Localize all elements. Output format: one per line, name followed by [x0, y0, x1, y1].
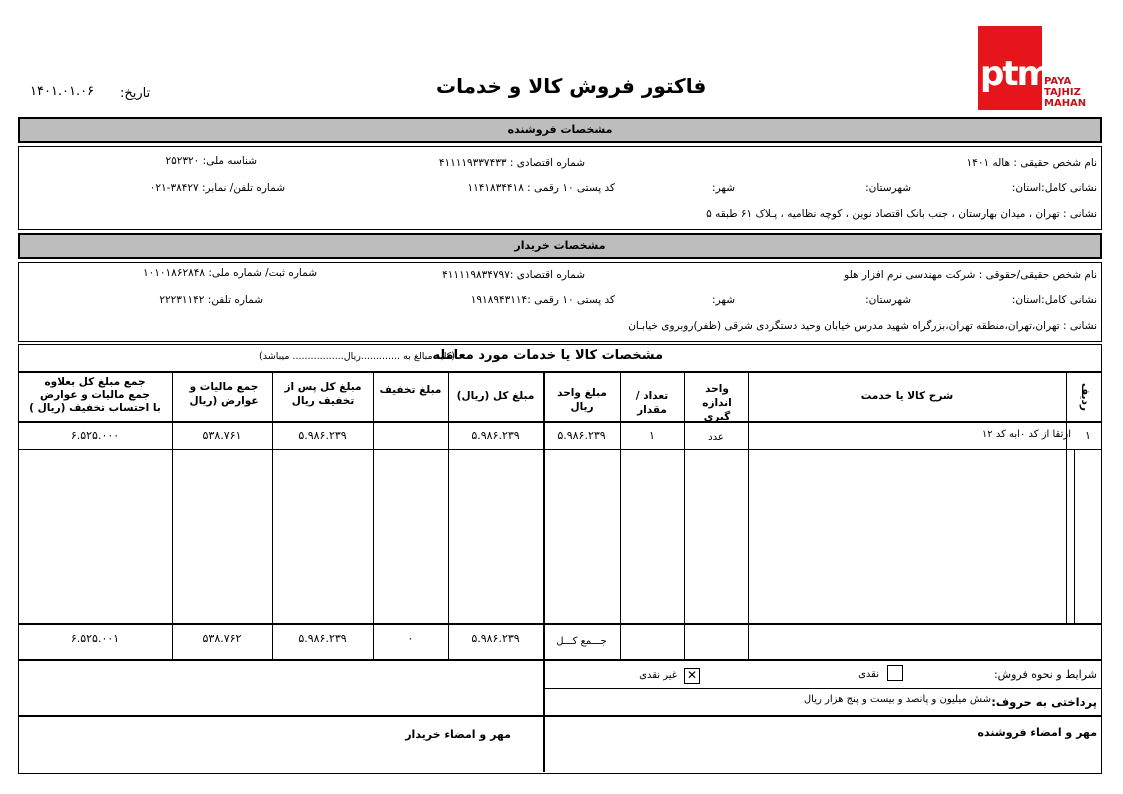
buyer-signature-label: مهر و امضاء خریدار — [405, 728, 511, 741]
table-line — [18, 623, 1102, 625]
table-vline — [448, 371, 449, 659]
cell-tax: ۵۳۸.۷۶۱ — [202, 429, 242, 442]
seller-name: نام شخص حقیقی : هاله ۱۴۰۱ — [966, 157, 1097, 169]
invoice-title: فاکتور فروش کالا و خدمات — [436, 74, 707, 98]
col-header-discount: مبلغ تخفیف — [379, 384, 442, 396]
table-vline — [272, 371, 273, 659]
table-line — [543, 688, 1102, 689]
col-header-unit: واحد اندازه گیری — [702, 383, 732, 423]
table-line — [18, 715, 1102, 717]
buyer-name: نام شخص حقیقی/حقوقی : شرکت مهندسی نرم افزار هلو — [844, 269, 1097, 281]
logo-sub-2: TAJHIZ — [1044, 87, 1081, 98]
buyer-section-header — [18, 233, 1102, 259]
cell-unit-price: ۵.۹۸۶.۲۳۹ — [557, 429, 606, 442]
buyer-county-label: شهرستان: — [865, 294, 911, 306]
seller-economic-code: شماره اقتصادی : ۴۱۱۱۱۹۳۳۷۴۳۳ — [438, 157, 585, 169]
totals-tax: ۵۳۸.۷۶۲ — [202, 632, 242, 645]
totals-grand: ۶.۵۲۵.۰۰۱ — [70, 632, 120, 645]
goods-amount-note: (کلیه مبالغ به .............ریال................. میباشد) — [259, 351, 455, 362]
seller-section-header — [18, 117, 1102, 143]
logo-sub-3: MAHAN — [1044, 98, 1087, 109]
seller-address: نشانی : تهران ، میدان بهارستان ، جنب بانک اقتصاد نوین ، کوچه نظامیه ، پـلاک ۶۱ طبقه ۵ — [706, 208, 1097, 220]
cell-row: ۱ — [1085, 429, 1091, 442]
table-vline — [373, 371, 374, 659]
seller-county-label: شهرستان: — [865, 182, 911, 194]
totals-discount: ۰ — [407, 632, 414, 645]
cash-checkbox[interactable] — [887, 665, 903, 681]
buyer-address: نشانی : تهران،تهران،منطقه تهران،بزرگراه شهید مدرس خیابان وحید دستگردی شرقی (ظفر)روبروی خیابـان — [628, 320, 1097, 332]
noncash-label: غیر نقدی — [639, 670, 677, 681]
col-header-grand-3: با احتساب تخفیف (ریال ) — [29, 402, 161, 414]
buyer-phone: شماره تلفن: ۲۲۲۳۱۱۴۲ — [159, 294, 263, 306]
col-header-total: مبلغ کل (ریال) — [456, 390, 535, 402]
table-line — [18, 421, 1102, 423]
seller-signature-label: مهر و امضاء فروشنده — [977, 726, 1097, 739]
cell-unit: عدد — [708, 432, 724, 443]
col-header-row: ردیف — [1079, 383, 1091, 411]
table-vline — [684, 371, 685, 659]
logo-mark: ptm — [980, 54, 1051, 94]
totals-after-discount: ۵.۹۸۶.۲۳۹ — [298, 632, 347, 645]
col-header-unit-price: مبلغ واحد ریال — [557, 387, 607, 413]
col-header-grand-2: جمع مالیات و عوارض — [40, 389, 150, 401]
buyer-registration: شماره ثبت/ شماره ملی: ۱۰۱۰۱۸۶۲۸۴۸ — [142, 267, 317, 279]
buyer-section-title: مشخصات خریدار — [514, 239, 606, 252]
date-label: تاریخ: — [120, 86, 151, 101]
terms-label: شرایط و نحوه فروش: — [993, 668, 1097, 681]
col-header-quantity: تعداد / مقدار — [635, 390, 669, 416]
noncash-checkbox[interactable]: ✕ — [684, 668, 700, 684]
table-vline — [1074, 449, 1075, 623]
seller-city-label: شهر: — [712, 182, 735, 194]
seller-national-id: شناسه ملی: ۲۵۲۳۲۰ — [165, 155, 257, 167]
col-header-after-discount: مبلغ کل پس از تخفیف ریال — [284, 381, 362, 407]
table-line — [18, 371, 1102, 373]
col-header-grand-1: جمع مبلغ کل بعلاوه — [44, 376, 146, 388]
buyer-city-label: شهر: — [712, 294, 735, 306]
cell-description: ارتقا از کد ۰ابه کد ۱۲ — [981, 429, 1071, 440]
table-line — [18, 659, 1102, 661]
seller-address-label: نشانی کامل:استان: — [1011, 182, 1097, 194]
seller-postal-code: کد پستی ۱۰ رقمی : ۱۱۴۱۸۳۴۴۱۸ — [467, 182, 615, 194]
totals-label: جـــمع کـــل — [556, 636, 607, 647]
cell-grand: ۶.۵۲۵.۰۰۰ — [70, 429, 120, 442]
cash-label: نقدی — [858, 669, 879, 680]
cell-quantity: ۱ — [649, 429, 655, 442]
seller-section-title: مشخصات فروشنده — [507, 123, 613, 136]
totals-total: ۵.۹۸۶.۲۳۹ — [471, 632, 520, 645]
cell-after-discount: ۵.۹۸۶.۲۳۹ — [298, 429, 347, 442]
company-logo — [976, 26, 1094, 110]
col-header-description: شرح کالا یا خدمت — [860, 390, 954, 402]
goods-section-title: مشخصات کالا یا خدمات مورد معامله — [432, 348, 663, 363]
table-line — [18, 449, 1102, 450]
buyer-postal-code: کد پستی ۱۰ رقمی :۱۹۱۸۹۴۳۱۱۴ — [470, 294, 615, 306]
table-vline — [748, 371, 749, 659]
buyer-address-label: نشانی کامل:استان: — [1011, 294, 1097, 306]
date-value: ۱۴۰۱.۰۱.۰۶ — [30, 84, 95, 99]
seller-phone: شماره تلفن/ نمابر: ۳۸۴۲۷-۰۲۱ — [149, 182, 285, 194]
col-header-tax: جمع مالیات و عوارض (ریال — [189, 381, 259, 407]
table-vline — [172, 371, 173, 659]
logo-sub-1: PAYA — [1044, 76, 1072, 87]
amount-in-words: شش میلیون و پانصد و بیست و پنج هزار ریال — [803, 694, 991, 705]
amount-in-words-label: پرداختی به حروف: — [991, 695, 1097, 709]
buyer-economic-code: شماره اقتصادی :۴۱۱۱۱۹۸۳۴۷۹۷ — [442, 269, 585, 281]
cell-total: ۵.۹۸۶.۲۳۹ — [471, 429, 520, 442]
